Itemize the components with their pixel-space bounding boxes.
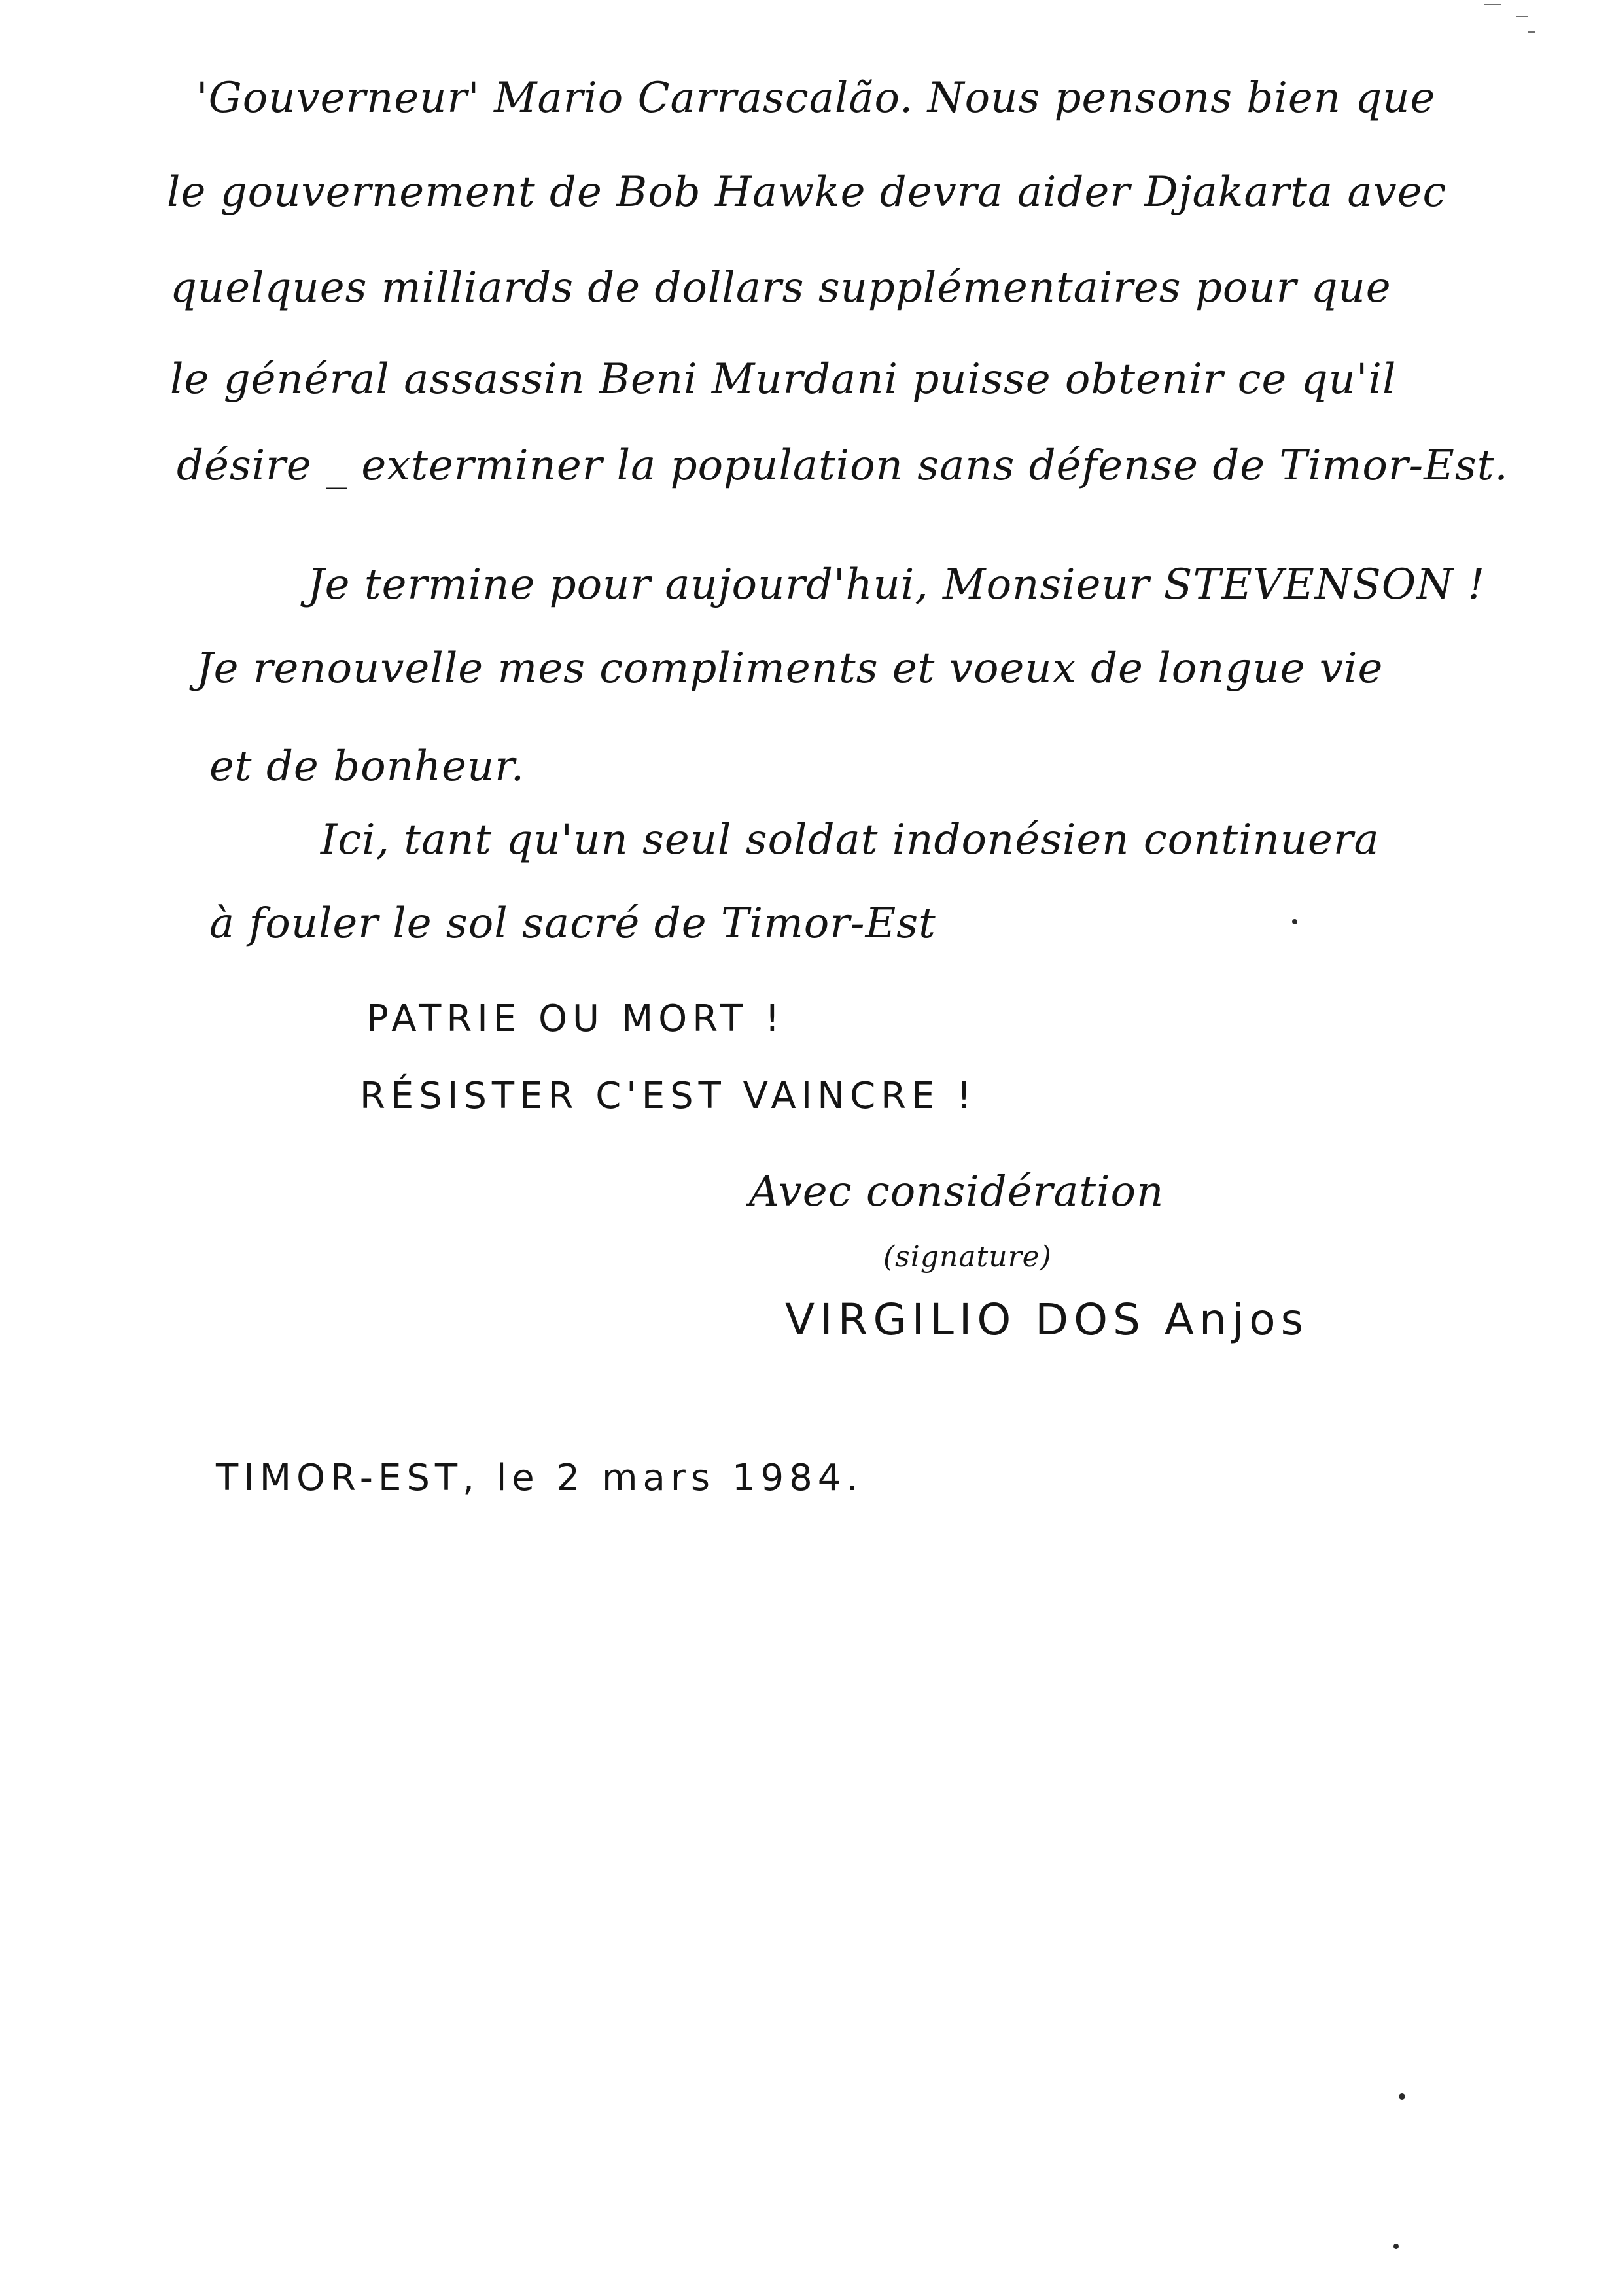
letter-line: désire _ exterminer la population sans défense de Timor-Est. xyxy=(177,442,1509,490)
letter-line: Ici, tant qu'un seul soldat indonésien continuera xyxy=(321,816,1380,864)
slogan-line: RÉSISTER C'EST VAINCRE ! xyxy=(360,1075,977,1117)
scan-artifact xyxy=(1484,4,1501,5)
slogan-line: PATRIE OU MORT ! xyxy=(366,998,785,1040)
signer-name: VIRGILIO DOS Anjos xyxy=(785,1295,1308,1345)
scan-artifact xyxy=(1516,16,1528,17)
ink-dot xyxy=(1292,919,1297,924)
ink-dot xyxy=(1399,2093,1405,2100)
letter-line: Je termine pour aujourd'hui, Monsieur STEVENSON ! xyxy=(307,561,1486,609)
letter-line: 'Gouverneur' Mario Carrascalão. Nous pensons bien que xyxy=(196,74,1436,122)
ink-dot xyxy=(1393,2244,1399,2249)
letter-line: Je renouvelle mes compliments et voeux de longue vie xyxy=(196,644,1384,693)
place-date-line: TIMOR-EST, le 2 mars 1984. xyxy=(216,1457,864,1499)
closing-line: Avec considération xyxy=(749,1168,1165,1216)
letter-line: quelques milliards de dollars supplémentaires pour que xyxy=(170,264,1392,312)
letter-line: le gouvernement de Bob Hawke devra aider Djakarta avec xyxy=(167,168,1447,217)
letter-line: à fouler le sol sacré de Timor-Est xyxy=(209,899,936,948)
signature-note: (signature) xyxy=(883,1240,1052,1274)
scan-artifact xyxy=(1528,31,1535,33)
letter-line: et de bonheur. xyxy=(209,742,525,791)
letter-line: le général assassin Beni Murdani puisse obtenir ce qu'il xyxy=(170,355,1397,404)
